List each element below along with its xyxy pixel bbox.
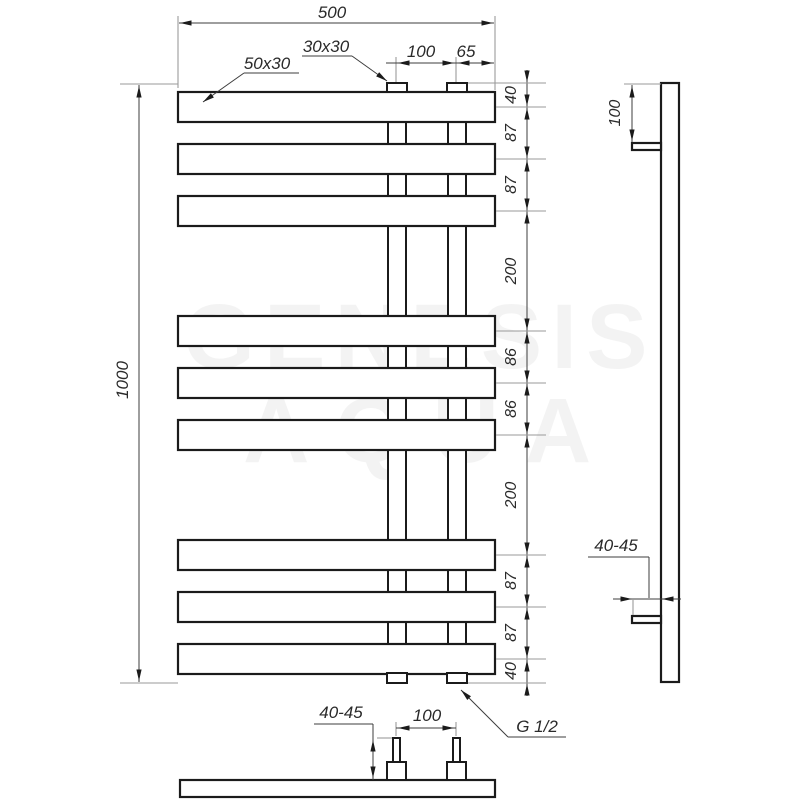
- towel-bar: [178, 196, 495, 226]
- leader-pipe-profile: [302, 37, 387, 81]
- connection-pipe-left: [393, 738, 400, 762]
- chain-label: 86: [503, 400, 520, 418]
- leader-arrow: [352, 56, 387, 81]
- pipe-stub-bottom-left: [387, 673, 407, 683]
- chain-label: 200: [503, 257, 520, 285]
- label-g12: G 1/2: [516, 717, 558, 736]
- side-profile: [661, 83, 679, 682]
- leader-arrow: [461, 690, 508, 737]
- towel-bar: [178, 592, 495, 622]
- dim-label-1000: 1000: [113, 361, 132, 399]
- dim-pipe-spacing-top: [386, 42, 494, 82]
- towel-bar: [178, 92, 495, 122]
- dim-label-500: 500: [317, 3, 347, 22]
- dim-label-100: 100: [406, 42, 436, 61]
- dim-overall-height: [113, 84, 178, 683]
- towel-bar: [178, 644, 495, 674]
- chain-label: 40: [503, 86, 520, 104]
- leader-connection-thread: [461, 690, 566, 737]
- dim-label-4045-side: 40-45: [594, 536, 638, 555]
- connection-pipe-right: [453, 738, 460, 762]
- towel-bar: [178, 420, 495, 450]
- bottom-body: [180, 780, 495, 797]
- connection-base-left: [387, 762, 406, 780]
- dim-label-100-side: 100: [607, 99, 624, 127]
- dim-label-65: 65: [456, 42, 476, 61]
- label-30x30: 30x30: [302, 37, 350, 56]
- towel-bar: [178, 144, 495, 174]
- connection-base-right: [447, 762, 466, 780]
- label-50x30: 50x30: [243, 54, 291, 73]
- pipe-stub-top-right: [447, 83, 467, 92]
- dim-connection-spacing: [396, 706, 456, 736]
- chain-label: 87: [503, 572, 520, 590]
- pipe-stub-bottom-right: [447, 673, 467, 683]
- bottom-view: [180, 703, 495, 797]
- chain-label: 40: [503, 662, 520, 680]
- chain-label: 87: [503, 624, 520, 642]
- towel-bar: [178, 540, 495, 570]
- dim-bracket-offset: [607, 84, 661, 142]
- wall-bracket-bottom: [632, 616, 661, 623]
- wall-bracket-top: [632, 143, 661, 150]
- dim-label-100-bottom: 100: [412, 706, 442, 725]
- front-view: [178, 83, 495, 683]
- chain-label: 200: [503, 481, 520, 509]
- towel-bar: [178, 368, 495, 398]
- chain-label: 86: [503, 348, 520, 366]
- pipe-stub-top-left: [387, 83, 407, 92]
- chain-label: 87: [503, 124, 520, 142]
- chain-label: 87: [503, 176, 520, 194]
- dim-label-4045-bottom: 40-45: [319, 703, 363, 722]
- dim-connection-height: [314, 703, 392, 780]
- towel-bar: [178, 316, 495, 346]
